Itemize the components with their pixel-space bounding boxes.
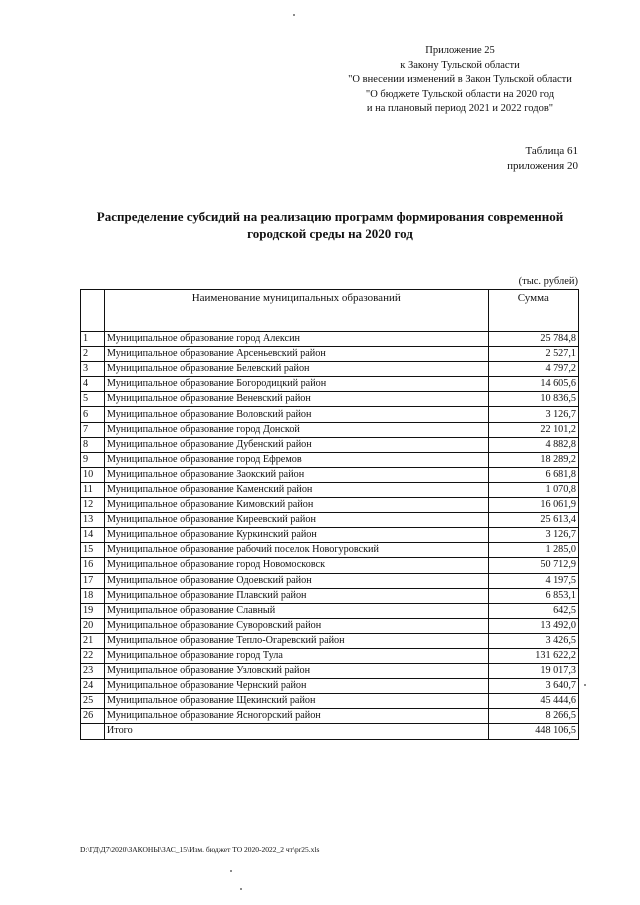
file-path-footer: D:\ГД\Д7\2020\ЗАКОНЫ\ЗАС_15\Изм. бюджет ТО 2020-2022_2 чт\pr25.xls (80, 845, 320, 854)
municipality-name-cell: Муниципальное образование рабочий поселок Новогуровский (104, 543, 488, 558)
municipality-name-cell: Муниципальное образование Куркинский район (104, 528, 488, 543)
title-line: городской среды на 2020 год (247, 226, 413, 241)
table-row (81, 694, 579, 709)
municipality-name-cell: Муниципальное образование город Новомосковск (104, 558, 488, 573)
sum-cell: 16 061,9 (488, 498, 578, 513)
table-row (81, 558, 579, 573)
table-row (81, 407, 579, 422)
municipality-name-cell: Муниципальное образование Одоевский район (104, 573, 488, 588)
row-number-cell: 20 (81, 618, 105, 633)
table-row (81, 528, 579, 543)
municipality-name-cell: Муниципальное образование Тепло-Огаревский район (104, 633, 488, 648)
row-number-cell: 5 (81, 392, 105, 407)
row-number-cell: 14 (81, 528, 105, 543)
header-sum-cell: Сумма (488, 290, 578, 332)
total-number-cell (81, 724, 105, 739)
row-number-cell: 26 (81, 709, 105, 724)
municipality-name-cell: Муниципальное образование Узловский район (104, 664, 488, 679)
table-row (81, 603, 579, 618)
row-number-cell: 23 (81, 664, 105, 679)
row-number-cell: 13 (81, 513, 105, 528)
municipality-name-cell: Муниципальное образование Плавский район (104, 588, 488, 603)
title-line: Распределение субсидий на реализацию программ формирования современной (96, 209, 564, 224)
scan-speck (584, 684, 586, 686)
sum-cell: 25 784,8 (488, 332, 578, 347)
table-row (81, 513, 579, 528)
sum-cell: 4 197,5 (488, 573, 578, 588)
row-number-cell: 7 (81, 422, 105, 437)
table-row (81, 482, 579, 497)
municipality-name-cell: Муниципальное образование Белевский район (104, 362, 488, 377)
table-row (81, 362, 579, 377)
sum-cell: 3 126,7 (488, 407, 578, 422)
sum-cell: 3 126,7 (488, 528, 578, 543)
table-row (81, 467, 579, 482)
municipality-name-cell: Муниципальное образование город Ефремов (104, 452, 488, 467)
row-number-cell: 22 (81, 648, 105, 663)
sum-cell: 2 527,1 (488, 347, 578, 362)
row-number-cell: 11 (81, 482, 105, 497)
municipality-name-cell: Муниципальное образование Суворовский район (104, 618, 488, 633)
row-number-cell: 18 (81, 588, 105, 603)
subsidy-table (80, 289, 579, 740)
row-number-cell: 9 (81, 452, 105, 467)
row-number-cell: 17 (81, 573, 105, 588)
sum-cell: 25 613,4 (488, 513, 578, 528)
header-line: и на плановый период 2021 и 2022 годов" (366, 103, 554, 114)
municipality-name-cell: Муниципальное образование Чернский район (104, 679, 488, 694)
sum-cell: 4 797,2 (488, 362, 578, 377)
row-number-cell: 15 (81, 543, 105, 558)
table-row (81, 437, 579, 452)
sum-cell: 3 426,5 (488, 633, 578, 648)
sum-cell: 13 492,0 (488, 618, 578, 633)
table-row (81, 543, 579, 558)
total-sum-cell: 448 106,5 (488, 724, 578, 739)
municipality-name-cell: Муниципальное образование Дубенский район (104, 437, 488, 452)
row-number-cell: 10 (81, 467, 105, 482)
sum-cell: 50 712,9 (488, 558, 578, 573)
row-number-cell: 12 (81, 498, 105, 513)
table-row (81, 648, 579, 663)
sum-cell: 10 836,5 (488, 392, 578, 407)
sum-cell: 4 882,8 (488, 437, 578, 452)
sum-cell: 14 605,6 (488, 377, 578, 392)
row-number-cell: 24 (81, 679, 105, 694)
sum-cell: 6 681,8 (488, 467, 578, 482)
total-label-cell: Итого (104, 724, 488, 739)
sum-cell: 642,5 (488, 603, 578, 618)
scan-speck (230, 870, 232, 872)
scan-speck (293, 14, 295, 16)
row-number-cell: 3 (81, 362, 105, 377)
row-number-cell: 1 (81, 332, 105, 347)
row-number-cell: 4 (81, 377, 105, 392)
sum-cell: 6 853,1 (488, 588, 578, 603)
sum-cell: 22 101,2 (488, 422, 578, 437)
municipality-name-cell: Муниципальное образование Ясногорский район (104, 709, 488, 724)
sum-cell: 1 285,0 (488, 543, 578, 558)
table-ref-line: Таблица 61 (525, 145, 578, 157)
table-row (81, 679, 579, 694)
municipality-name-cell: Муниципальное образование Каменский район (104, 482, 488, 497)
municipality-name-cell: Муниципальное образование Веневский район (104, 392, 488, 407)
header-line: к Закону Тульской области (400, 59, 520, 71)
table-reference (507, 144, 578, 174)
row-number-cell: 25 (81, 694, 105, 709)
total-row (81, 724, 579, 739)
sum-cell: 3 640,7 (488, 679, 578, 694)
row-number-cell: 8 (81, 437, 105, 452)
table-row (81, 452, 579, 467)
header-line: "О внесении изменений в Закон Тульской области (348, 74, 572, 85)
sum-cell: 8 266,5 (488, 709, 578, 724)
municipality-name-cell: Муниципальное образование Богородицкий район (104, 377, 488, 392)
units-label: (тыс. рублей) (518, 276, 578, 287)
law-appendix-header (340, 44, 580, 117)
municipality-name-cell: Муниципальное образование город Донской (104, 422, 488, 437)
sum-cell: 45 444,6 (488, 694, 578, 709)
table-row (81, 392, 579, 407)
table-row (81, 664, 579, 679)
municipality-name-cell: Муниципальное образование город Тула (104, 648, 488, 663)
row-number-cell: 19 (81, 603, 105, 618)
table-header-row (81, 290, 579, 332)
table-row (81, 377, 579, 392)
row-number-cell: 21 (81, 633, 105, 648)
table-row (81, 498, 579, 513)
table-row (81, 633, 579, 648)
scan-speck (240, 888, 242, 890)
municipality-name-cell: Муниципальное образование Арсеньевский район (104, 347, 488, 362)
sum-cell: 131 622,2 (488, 648, 578, 663)
table-row (81, 332, 579, 347)
table-row (81, 588, 579, 603)
table-row (81, 573, 579, 588)
row-number-cell: 2 (81, 347, 105, 362)
table-ref-line: приложения 20 (507, 160, 578, 172)
header-line: Приложение 25 (425, 45, 495, 56)
header-name-cell: Наименование муниципальных образований (104, 290, 488, 332)
document-title (80, 208, 580, 242)
sum-cell: 18 289,2 (488, 452, 578, 467)
sum-cell: 19 017,3 (488, 664, 578, 679)
table-row (81, 422, 579, 437)
header-line: "О бюджете Тульской области на 2020 год (365, 88, 555, 100)
row-number-cell: 6 (81, 407, 105, 422)
municipality-name-cell: Муниципальное образование Заокский район (104, 467, 488, 482)
municipality-name-cell: Муниципальное образование Воловский район (104, 407, 488, 422)
table-row (81, 347, 579, 362)
table-row (81, 618, 579, 633)
sum-cell: 1 070,8 (488, 482, 578, 497)
municipality-name-cell: Муниципальное образование город Алексин (104, 332, 488, 347)
municipality-name-cell: Муниципальное образование Киреевский район (104, 513, 488, 528)
table-row (81, 709, 579, 724)
municipality-name-cell: Муниципальное образование Славный (104, 603, 488, 618)
municipality-name-cell: Муниципальное образование Щекинский район (104, 694, 488, 709)
header-number-cell (81, 290, 105, 332)
municipality-name-cell: Муниципальное образование Кимовский район (104, 498, 488, 513)
row-number-cell: 16 (81, 558, 105, 573)
